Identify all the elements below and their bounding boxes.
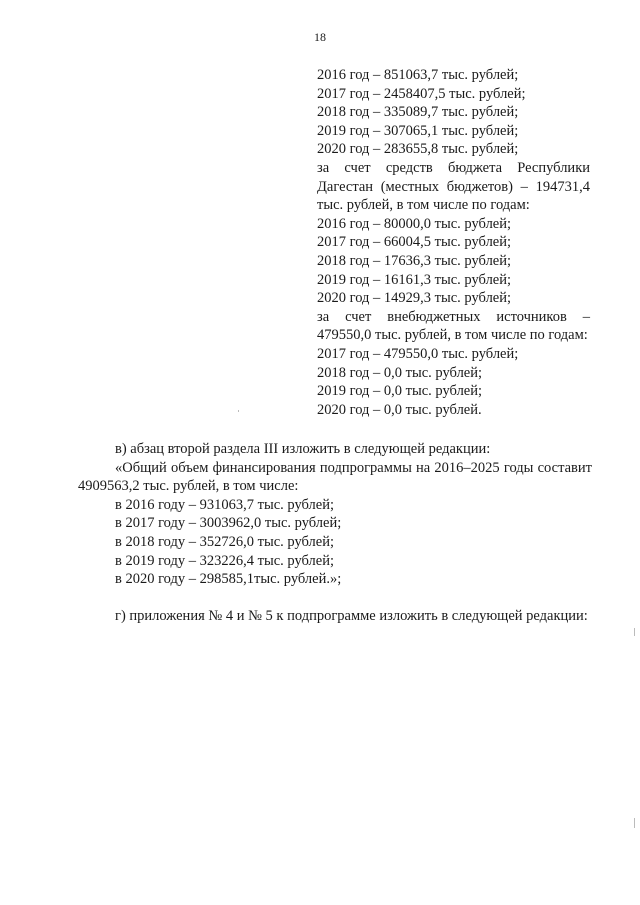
extrabudgetary-paragraph: за счет внебюджетных источников – 479550,0 тыс. рублей, в том числе по годам: (317, 308, 590, 344)
year-line: в 2018 году – 352726,0 тыс. рублей; (115, 533, 335, 550)
year-line: 2017 год – 2458407,5 тыс. рублей; (317, 85, 526, 102)
page-number: 18 (314, 30, 326, 44)
year-line: 2020 год – 14929,3 тыс. рублей; (317, 290, 512, 307)
year-line: 2019 год – 307065,1 тыс. рублей; (317, 122, 519, 139)
year-line: 2017 год – 66004,5 тыс. рублей; (317, 234, 512, 251)
financing-by-year-column (317, 66, 590, 419)
regional-budget-paragraph: за счет средств бюджета Республики Дагестан (местных бюджетов) – 194731,4 тыс. рублей, в том числе по годам: (317, 159, 590, 214)
scan-mark (238, 410, 239, 412)
year-line: 2018 год – 0,0 тыс. рублей; (317, 364, 483, 381)
item-v-paragraph: в) абзац второй раздела III изложить в следующей редакции: (115, 441, 491, 457)
year-line: в 2019 году – 323226,4 тыс. рублей; (115, 552, 335, 569)
scan-mark (634, 818, 635, 828)
item-g-paragraph: г) приложения № 4 и № 5 к подпрограмме изложить в следующей редакции: (115, 607, 588, 624)
year-line: в 2017 году – 3003962,0 тыс. рублей; (115, 515, 342, 532)
year-line: 2020 год – 0,0 тыс. рублей. (317, 401, 482, 418)
year-line: 2019 год – 16161,3 тыс. рублей; (317, 271, 512, 288)
year-line: 2016 год – 851063,7 тыс. рублей; (317, 67, 519, 83)
year-line: 2016 год – 80000,0 тыс. рублей; (317, 215, 512, 232)
year-line: 2018 год – 17636,3 тыс. рублей; (317, 252, 512, 269)
main-body (78, 440, 592, 625)
year-line: 2020 год – 283655,8 тыс. рублей; (317, 141, 519, 158)
scan-mark (634, 628, 635, 636)
year-line: 2017 год – 479550,0 тыс. рублей; (317, 345, 519, 362)
quote-paragraph: «Общий объем финансирования подпрограммы на 2016–2025 годы составит 4909563,2 тыс. рублей, в том числе: (78, 459, 592, 495)
year-line: в 2020 году – 298585,1тыс. рублей.»; (115, 571, 342, 588)
year-line: 2018 год – 335089,7 тыс. рублей; (317, 104, 519, 121)
year-line: в 2016 году – 931063,7 тыс. рублей; (115, 496, 335, 513)
year-line: 2019 год – 0,0 тыс. рублей; (317, 383, 483, 400)
paragraph-gap (78, 589, 592, 607)
